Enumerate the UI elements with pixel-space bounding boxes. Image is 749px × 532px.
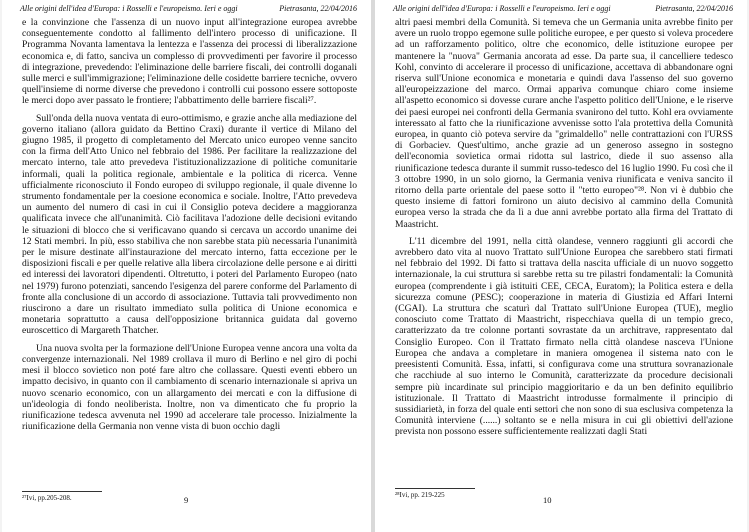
left-page xyxy=(2,0,371,532)
right-page-number: 10 xyxy=(543,495,552,505)
footnote-rule xyxy=(395,488,475,489)
left-paragraph: e la convinzione che l'assenza di un nuovo input all'integrazione europea avrebbe conseguentemente condotto al fallimento dell'intero processo di unificazione. Il Programma Novanta lamentava la lentezza e l'assenza dei processi di liberalizzazione economica e, di fatto, sanciva un complesso di provvedimenti per favorire il processo di integrazione, prevedendo: l'eliminazione delle barriere fiscali, dei controlli doganali sulle merci e sull'immigrazione; l'eliminazione delle cosidette barriere tecniche, ovvero quell'insieme di norme diverse che prevedono i controlli cui possono essere sottoposte le merci dopo aver passato le frontiere; l'abbattimento delle barriere fiscali²⁷. xyxy=(22,17,357,107)
right-header-title: Alle origini dell'idea d'Europa: i Rosselli e l'europeismo. Ieri e oggi xyxy=(393,4,611,13)
left-paragraph: Sull'onda della nuova ventata di euro-ottimismo, e grazie anche alla mediazione del governo italiano (allora guidato da Bettino Craxi) durante il vertice di Milano del giugno 1985, il progetto di completamento del Mercato unico europeo venne sancito con la firma dell'Atto Unico nel febbraio del 1986. Per facilitare la realizzazione del mercato interno, tale atto prevedeva l'istituzionalizzazione di politiche comunitarie informali, quali la politica regionale, ambientale e la politica di ricerca. Venne ufficialmente riconosciuto il Fondo europeo di sviluppo regionale, il quale divenne lo strumento fondamentale per la coesione economica e sociale. Inoltre, l'Atto prevedeva un aumento del numero di casi in cui il Consiglio poteva decidere a maggioranza qualificata invece che all'unanimità. Ciò facilitava l'adozione delle decisioni evitando le situazioni di blocco che si verificavano quando si cercava un accordo unanime dei 12 Stati membri. In più, esso stabiliva che non sarebbe stata più necessaria l'unanimità per le misure destinate all'instaurazione del mercato interno, fatta eccezione per le disposizioni fiscali e per quelle relative alla libera circolazione delle persone e ai diritti ed interessi dei lavoratori dipendenti. Oltretutto, i poteri del Parlamento Europeo (nato nel 1979) furono potenziati, sancendo l'esigenza del parere conforme del Parlamento di fronte alla conclusione di un accordo di associazione. Tuttavia tali provvedimento non riuscirono a dare un risultato immediato sulla politica di Unione economica e monetaria soprattutto a causa dell'opposizione britannica guidata dal governo euroscettico di Margareth Thatcher. xyxy=(22,112,357,337)
right-paragraph: L'11 dicembre del 1991, nella città olandese, vennero raggiunti gli accordi che avrebbero dato vita al nuovo Trattato sull'Unione Europea che sarebbero stati firmati nel febbraio del 1992. Di fatto si trattava della nascita ufficiale di un nuovo soggetto internazionale, la cui struttura si sarebbe retta su tre pilastri fondamentali: la Comunità europea (comprendente i già istituiti CEE, CECA, Euratom); la Politica estera e della sicurezza comune (PESC); cooperazione in materia di Giustizia ed Affari Interni (CGAI). La struttura che scaturì dal Trattato sull'Unione Europea (TUE), meglio conosciuto come Trattato di Maastricht, rispecchiava quella di un tempio greco, caratterizzato da tre colonne portanti sovrastate da un architrave, rappresentato dal Consiglio Europeo. Con il Trattato firmato nella città olandese nasceva l'Unione Europea che andava a completare in maniera omogenea il sistema nato con le preesistenti Comunità. Essa, infatti, si configurava come una struttura sovranazionale che racchiude al suo interno le Comunità, caratterizzate da procedure decisionali sempre più incardinate sul principio maggioritario e da un ben definito equilibrio istituzionale. Il Trattato di Maastricht introdusse formalmente il principio di sussidiarietà, in forza del quale enti settori che non sono di sua esclusiva competenza la Comunità interviene (......) soltanto se e nella misura in cui gli obiettivi dell'azione prevista non possono essere sufficientemente realizzati dagli Stati xyxy=(395,235,733,438)
right-header-date: Pietrasanta, 22/04/2016 xyxy=(655,4,733,13)
left-page-number: 9 xyxy=(184,495,189,505)
right-page-header xyxy=(393,4,733,16)
right-footnote: ²⁸Ivi, pp. 219-225 xyxy=(395,491,445,499)
left-header-date: Pietrasanta, 22/04/2016 xyxy=(279,4,357,13)
left-page-header xyxy=(20,4,357,16)
left-paragraph: Una nuova svolta per la formazione dell'Unione Europea venne ancora una volta da convergenze internazionali. Nel 1989 crollava il muro di Berlino e nel giro di pochi mesi il blocco sovietico non poté fare altro che collassare. Questi eventi ebbero un impatto decisivo, in quanto con il cambiamento di scenario internazionale si apriva un nuovo scenario economico, con un allargamento dei mercati e con la diffusione di un'ideologia di fondo neoliberista. Inoltre, non va dimenticato che fu proprio la riunificazione tedesca avvenuta nel 1990 ad accelerare tale processo. Inizialmente la riunificazione della Germania non venne vista di buon occhio dagli xyxy=(22,342,357,433)
right-paragraph: altri paesi membri della Comunità. Si temeva che un Germania unita avrebbe finito per avere un ruolo troppo egemone sulle politiche europee, e per questo si voleva procedere ad un rafforzamento politico, oltre che economico, delle istituzione europee per mantenere la "nuova" Germania ancorata ad esse. Da parte sua, il cancelliere tedesco Kohl, convinto di accelerare il processo di unificazione, accettava di abbandonare ogni riserva sull'Unione economica e monetaria e quindi dava l'assenso del suo governo all'europeizzazione del marco. Ormai appariva comunque chiaro come insieme all'aspetto economico si dovesse curare anche l'aspetto politico dell'Unione, e le riserve dei paesi europei nei confronti della Germania svanirono del tutto. Kohl era ovviamente interessato al fatto che la riunificazione avvenisse sotto l'ala protettiva della Comunità europea, in quanto ciò poteva servire da "grimaldello" nelle contrattazioni con l'URSS di Gorbaciev. Quest'ultimo, anche grazie ad un generoso assegno in sostegno dell'economia sovietica ormai ridotta sul lastrico, diede il suo assenso alla riunificazione tedesca durante il summit russo-tedesco del 16 luglio 1990. Fu così che il 3 ottobre 1990, in un solo giorno, la Germania veniva riunificata e veniva sancito il ritorno della parte orientale del paese sotto il "tetto europeo"²⁸. Non vi è dubbio che questo insieme di fattori fornirono un aiuto decisivo al cammino della Comunità europea verso la strada che da lì a due anni avrebbe portato alla firma del Trattato di Maastricht. xyxy=(395,17,733,230)
left-page-body xyxy=(22,17,357,432)
right-page xyxy=(375,0,747,532)
right-page-body xyxy=(395,17,733,438)
left-footnote: ²⁷Ivi, pp.205-208. xyxy=(22,494,72,502)
footnote-rule xyxy=(22,491,102,492)
left-header-title: Alle origini dell'idea d'Europa: i Rosselli e l'europeismo. Ieri e oggi xyxy=(20,4,238,13)
